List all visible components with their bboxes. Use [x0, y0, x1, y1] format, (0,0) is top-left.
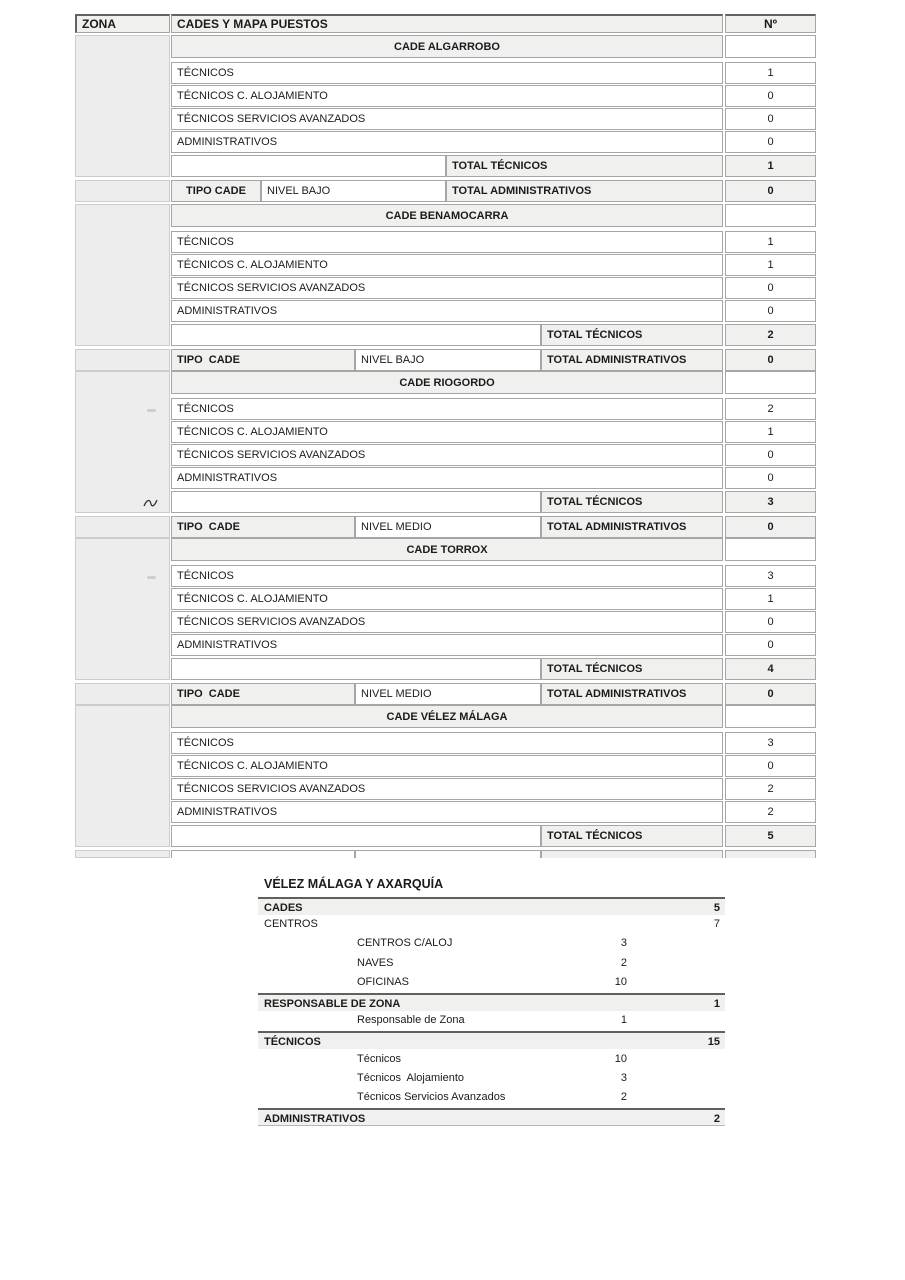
row-label-cell: TÉCNICOS SERVICIOS AVANZADOS: [171, 444, 723, 466]
table-title-cell: CADES Y MAPA PUESTOS: [171, 14, 723, 33]
tipo-cade-label-cell: TIPO CADE: [171, 180, 261, 202]
total-admin-value-cell: 0: [725, 349, 816, 371]
summary-value: 2: [713, 1113, 720, 1125]
spacer-cell: [171, 825, 541, 847]
summary-row: [258, 1108, 725, 1126]
truncated-row-cell: [725, 850, 816, 858]
total-tecnicos-value-cell: 4: [725, 658, 816, 680]
summary-row: [258, 935, 725, 953]
total-admin-label-cell: TOTAL ADMINISTRATIVOS: [541, 683, 723, 705]
truncated-row-cell: [541, 850, 723, 858]
row-value-cell: 0: [725, 444, 816, 466]
summary-row: [258, 974, 725, 992]
tipo-cade-label-cell: TIPO CADE: [171, 349, 355, 371]
total-tecnicos-value-cell: 1: [725, 155, 816, 177]
row-value-cell: 0: [725, 277, 816, 299]
row-label-cell: TÉCNICOS: [171, 732, 723, 754]
total-tecnicos-value-cell: 3: [725, 491, 816, 513]
row-label-cell: ADMINISTRATIVOS: [171, 801, 723, 823]
numero-header-cell: Nº: [725, 14, 816, 33]
row-value-cell: 1: [725, 421, 816, 443]
summary-value: 1: [713, 998, 720, 1010]
row-value-cell: 1: [725, 231, 816, 253]
row-value-cell: 1: [725, 62, 816, 84]
row-label-cell: TÉCNICOS: [171, 231, 723, 253]
spacer-cell: [171, 491, 541, 513]
total-tecnicos-label-cell: TOTAL TÉCNICOS: [541, 658, 723, 680]
summary-label: Técnicos Alojamiento: [357, 1072, 464, 1084]
truncated-row-cell: [171, 850, 355, 858]
total-admin-label-cell: TOTAL ADMINISTRATIVOS: [541, 516, 723, 538]
total-admin-value-cell: 0: [725, 180, 816, 202]
row-value-cell: 0: [725, 611, 816, 633]
row-label-cell: ADMINISTRATIVOS: [171, 467, 723, 489]
summary-value: 5: [713, 902, 720, 914]
row-label-cell: ADMINISTRATIVOS: [171, 131, 723, 153]
tipo-cade-label-cell: TIPO CADE: [171, 516, 355, 538]
row-value-cell: 2: [725, 778, 816, 800]
summary-label: TÉCNICOS: [264, 1036, 321, 1048]
summary-title: VÉLEZ MÁLAGA Y AXARQUÍA: [264, 877, 444, 891]
summary-label: Responsable de Zona: [357, 1014, 465, 1026]
scan-artifact: [147, 576, 156, 579]
spacer-cell: [171, 658, 541, 680]
tipo-cade-label-cell: TIPO CADE: [171, 683, 355, 705]
cade-header-cell: CADE VÉLEZ MÁLAGA: [171, 705, 723, 728]
zona-column-cell: [75, 371, 170, 513]
truncated-row-cell: [355, 850, 541, 858]
summary-value: 10: [614, 1053, 627, 1065]
summary-label: OFICINAS: [357, 976, 409, 988]
row-label-cell: TÉCNICOS: [171, 565, 723, 587]
total-admin-value-cell: 0: [725, 516, 816, 538]
summary-label: CENTROS C/ALOJ: [357, 937, 453, 949]
row-label-cell: TÉCNICOS C. ALOJAMIENTO: [171, 85, 723, 107]
numero-cell: [725, 371, 816, 394]
summary-value: 2: [620, 957, 627, 969]
numero-cell: [725, 538, 816, 561]
row-label-cell: TÉCNICOS: [171, 62, 723, 84]
row-label-cell: TÉCNICOS SERVICIOS AVANZADOS: [171, 108, 723, 130]
row-label-cell: TÉCNICOS: [171, 398, 723, 420]
row-value-cell: 2: [725, 398, 816, 420]
nivel-cell: NIVEL BAJO: [355, 349, 541, 371]
summary-label: NAVES: [357, 957, 394, 969]
total-tecnicos-value-cell: 5: [725, 825, 816, 847]
summary-label: Técnicos Servicios Avanzados: [357, 1091, 506, 1103]
spacer-cell: [171, 324, 541, 346]
row-value-cell: 3: [725, 565, 816, 587]
row-value-cell: 0: [725, 85, 816, 107]
row-value-cell: 1: [725, 254, 816, 276]
row-label-cell: TÉCNICOS SERVICIOS AVANZADOS: [171, 778, 723, 800]
zona-column-cell: [75, 204, 170, 346]
row-label-cell: TÉCNICOS C. ALOJAMIENTO: [171, 254, 723, 276]
row-value-cell: 0: [725, 634, 816, 656]
zona-column-cell: [75, 538, 170, 680]
spacer-cell: [171, 155, 446, 177]
total-admin-value-cell: 0: [725, 683, 816, 705]
row-value-cell: 3: [725, 732, 816, 754]
row-value-cell: 0: [725, 467, 816, 489]
summary-row: [258, 1012, 725, 1030]
summary-row: [258, 955, 725, 973]
cade-header-cell: CADE ALGARROBO: [171, 35, 723, 58]
summary-row: [258, 1070, 725, 1088]
summary-row: [258, 1031, 725, 1049]
numero-cell: [725, 204, 816, 227]
row-label-cell: TÉCNICOS C. ALOJAMIENTO: [171, 588, 723, 610]
zona-column-cell: [75, 516, 170, 538]
total-tecnicos-label-cell: TOTAL TÉCNICOS: [541, 324, 723, 346]
nivel-cell: NIVEL MEDIO: [355, 516, 541, 538]
summary-label: RESPONSABLE DE ZONA: [264, 998, 401, 1010]
zone-header-cell: ZONA: [75, 14, 170, 33]
summary-value: 1: [620, 1014, 627, 1026]
zona-column-cell: [75, 850, 170, 858]
row-label-cell: TÉCNICOS SERVICIOS AVANZADOS: [171, 277, 723, 299]
summary-value: 10: [614, 976, 627, 988]
row-label-cell: TÉCNICOS SERVICIOS AVANZADOS: [171, 611, 723, 633]
summary-row: [258, 916, 725, 934]
row-value-cell: 0: [725, 300, 816, 322]
row-value-cell: 1: [725, 588, 816, 610]
total-tecnicos-label-cell: TOTAL TÉCNICOS: [541, 825, 723, 847]
summary-row: [258, 897, 725, 915]
summary-value: 2: [620, 1091, 627, 1103]
total-tecnicos-label-cell: TOTAL TÉCNICOS: [446, 155, 723, 177]
total-admin-label-cell: TOTAL ADMINISTRATIVOS: [541, 349, 723, 371]
summary-row: [258, 1051, 725, 1069]
total-tecnicos-value-cell: 2: [725, 324, 816, 346]
summary-label: CADES: [264, 902, 303, 914]
summary-label: Técnicos: [357, 1053, 402, 1065]
zona-column-cell: [75, 705, 170, 847]
cade-header-cell: CADE BENAMOCARRA: [171, 204, 723, 227]
summary-value: 3: [620, 1072, 627, 1084]
summary-label: ADMINISTRATIVOS: [264, 1113, 366, 1125]
zona-column-cell: [75, 180, 170, 202]
total-admin-label-cell: TOTAL ADMINISTRATIVOS: [446, 180, 723, 202]
scan-artifact: [147, 409, 156, 412]
zona-column-cell: [75, 683, 170, 705]
nivel-cell: NIVEL MEDIO: [355, 683, 541, 705]
numero-cell: [725, 35, 816, 58]
row-label-cell: ADMINISTRATIVOS: [171, 300, 723, 322]
row-label-cell: TÉCNICOS C. ALOJAMIENTO: [171, 755, 723, 777]
summary-label: CENTROS: [264, 918, 318, 930]
row-value-cell: 2: [725, 801, 816, 823]
row-value-cell: 0: [725, 131, 816, 153]
scan-artifact: [143, 497, 158, 508]
cade-header-cell: CADE TORROX: [171, 538, 723, 561]
zona-column-cell: [75, 35, 170, 177]
nivel-cell: NIVEL BAJO: [261, 180, 446, 202]
summary-row: [258, 1089, 725, 1107]
summary-value: 15: [707, 1036, 720, 1048]
row-label-cell: ADMINISTRATIVOS: [171, 634, 723, 656]
summary-value: 7: [713, 918, 720, 930]
row-value-cell: 0: [725, 755, 816, 777]
cade-header-cell: CADE RIOGORDO: [171, 371, 723, 394]
total-tecnicos-label-cell: TOTAL TÉCNICOS: [541, 491, 723, 513]
numero-cell: [725, 705, 816, 728]
row-label-cell: TÉCNICOS C. ALOJAMIENTO: [171, 421, 723, 443]
zona-column-cell: [75, 349, 170, 371]
summary-value: 3: [620, 937, 627, 949]
row-value-cell: 0: [725, 108, 816, 130]
summary-row: [258, 993, 725, 1011]
